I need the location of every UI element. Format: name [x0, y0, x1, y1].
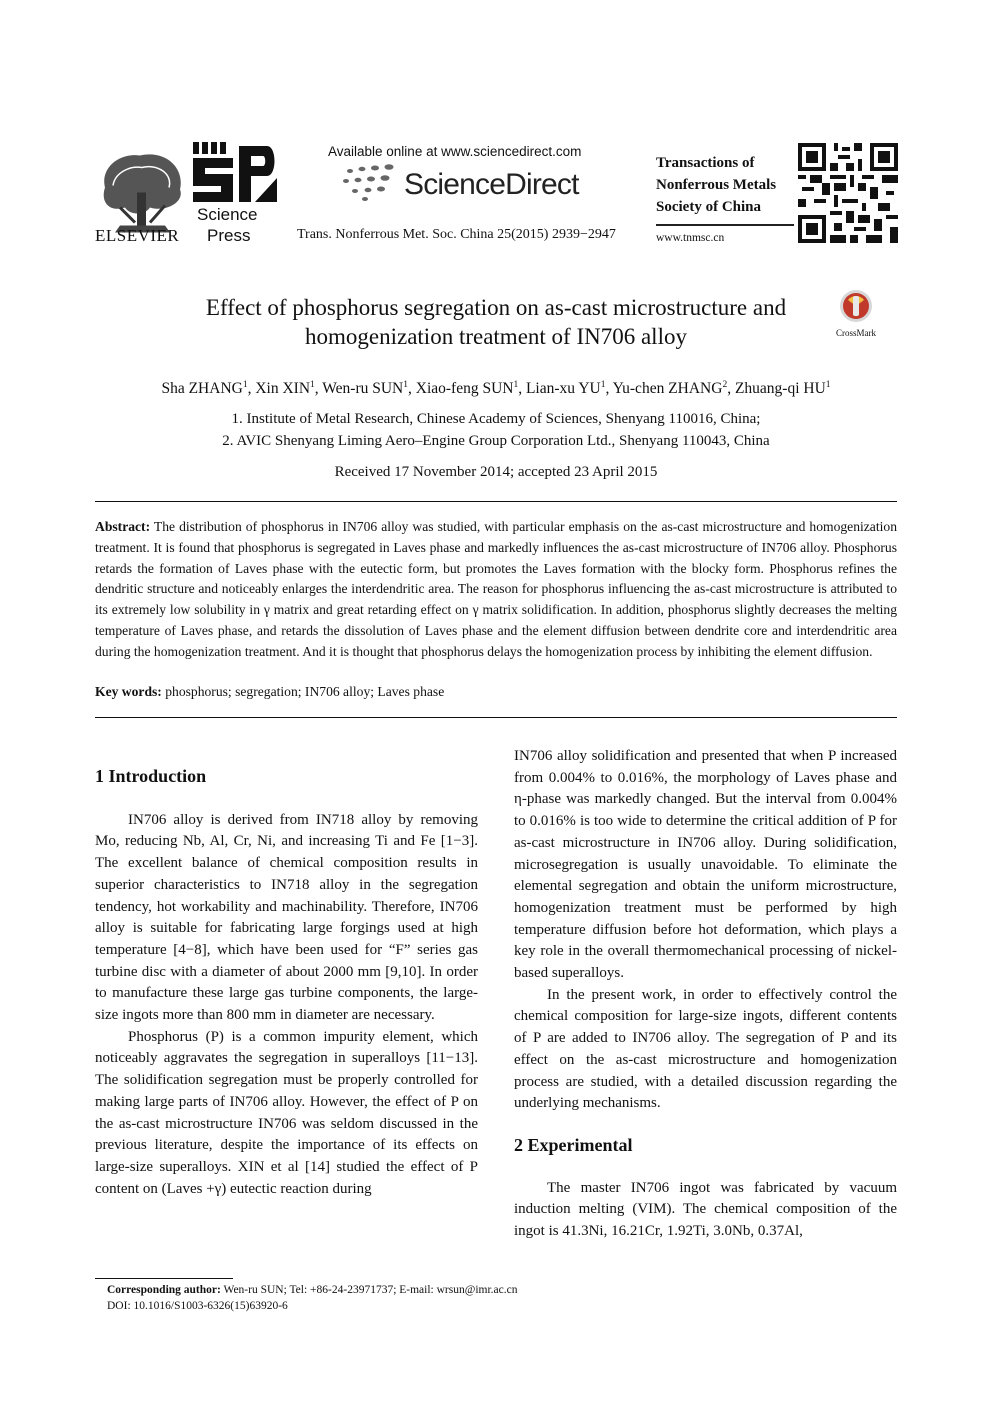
keywords-text: phosphorus; segregation; IN706 alloy; Laves phase: [165, 684, 445, 699]
title-line: Effect of phosphorus segregation on as-cast microstructure and: [205, 295, 787, 320]
author-affiliation-mark: 1: [825, 380, 831, 390]
journal-name-line: Nonferrous Metals: [656, 177, 777, 193]
left-column: [95, 766, 478, 1200]
author-name: Sha ZHANG: [161, 380, 243, 398]
journal-citation: Trans. Nonferrous Met. Soc. China 25(2015) 2939−2947: [297, 227, 616, 242]
affiliation-1: 1. Institute of Metal Research, Chinese Academy of Sciences, Shenyang 110016, China;: [231, 411, 761, 427]
affiliation-2: 2. AVIC Shenyang Liming Aero–Engine Group Corporation Ltd., Shenyang 110043, China: [222, 433, 770, 449]
crossmark-badge[interactable]: [834, 288, 878, 336]
article-title: [150, 293, 842, 351]
science-press-line1: Science: [197, 205, 258, 224]
sciencedirect-wordmark: ScienceDirect: [404, 168, 579, 201]
abstract: [95, 517, 897, 663]
footnote-rule: [95, 1278, 233, 1279]
author-name: Wen-ru SUN: [322, 380, 404, 398]
journal-url[interactable]: www.tnmsc.cn: [656, 232, 725, 244]
doi[interactable]: DOI: 10.1016/S1003-6326(15)63920-6: [107, 1300, 288, 1312]
body-paragraph: In the present work, in order to effectively control the chemical composition for large-size ingots, different contents of P are added to IN706 alloy. The segregation of P and its effect on the as-cast microstructure and homogenization process are studied, with a detailed discussion regarding the underlying mechanisms.: [514, 986, 897, 1112]
author-name: Xiao-feng SUN: [415, 380, 514, 398]
author-affiliation-mark: 1: [403, 380, 408, 390]
available-online-text[interactable]: Available online at www.sciencedirect.com: [328, 144, 582, 159]
section-heading-experimental: 2 Experimental: [514, 1134, 633, 1155]
corresponding-author: [107, 1284, 517, 1296]
abstract-label: Abstract:: [95, 519, 151, 534]
body-paragraph: IN706 alloy is derived from IN718 alloy by removing Mo, reducing Nb, Al, Cr, Ni, and increasing Ti and Fe [1−3]. The excellent balance of chemical composition results in superior characteristics to IN718 alloy in the segregation tendency, hot workability and machinability. Therefore, IN706 alloy is suitable for fabricating large forgings used at high temperature [4−8], which have been used for “F” series gas turbine disc with a diameter of about 2000 mm [9,10]. In order to manufacture these large gas turbine components, the large-size ingots more than 800 mm in diameter are necessary.: [95, 811, 478, 1024]
author-list: Sha ZHANG$^1$, Xin XIN$^1$, Wen-ru SUN$^1$, Xiao-feng SUN$^1$, Lian-xu $YU^1$, Yu-chen ZHANG$^2$, Zhuang-qi $HU^1$: [161, 380, 831, 398]
author-name: Xin XIN: [255, 380, 311, 398]
abstract-top-rule: [95, 501, 897, 502]
abstract-text: The distribution of phosphorus in IN706 alloy was studied, with particular emphasis on the as-cast microstructure and homogenization treatment. It is found that phosphorus is segregated in Laves phase and markedly influences the as-cast microstructure of IN706 alloy. Phosphorus retards the formation of Laves phase with the eutectic form, but promotes the Laves formation with the blocky form. Phosphorus refines the dendritic structure and noticeably enlarges the interdendritic area. The reason for phosphorus influencing the as-cast microstructure is attributed to its extremely low solubility in γ matrix and great retarding effect on γ matrix solidification. In addition, phosphorus slightly decreases the melting temperature of Laves phase, and retards the dissolution of Laves phase and the element diffusion between dendrite core and interdendritic area during the homogenization treatment. And it is thought that phosphorus delays the homogenization process by inhibiting the element diffusion.: [95, 519, 897, 659]
body-paragraph: Phosphorus (P) is a common impurity element, which noticeably aggravates the segregation in superalloys [11−13]. The solidification segregation must be properly controlled for making large parts of IN706 alloy. However, the effect of P on the as-cast microstructure IN706 was seldom discussed in the previous literature, despite the importance of its effects on large-size superalloys. XIN et al [14] studied the effect of P content on (Laves +γ) eutectic reaction during: [95, 1028, 478, 1197]
author-affiliation-mark: 1: [600, 380, 606, 390]
journal-divider: [656, 224, 794, 226]
title-line: homogenization treatment of IN706 alloy: [305, 324, 687, 349]
journal-name-line: Transactions of: [656, 155, 755, 171]
crossmark-icon: [834, 288, 878, 324]
sciencedirect-dots-icon: [342, 163, 400, 201]
received-dates: Received 17 November 2014; accepted 23 April 2015: [334, 464, 658, 480]
author-affiliation-mark: 1: [242, 380, 248, 390]
author-name: Zhuang-qi HU: [734, 380, 826, 398]
section-heading-introduction: 1 Introduction: [95, 766, 207, 786]
author-name: Yu-chen ZHANG: [612, 380, 723, 398]
journal-name-line: Society of China: [656, 199, 761, 215]
keywords-label: Key words:: [95, 684, 162, 699]
publisher-name: ELSEVIER: [95, 226, 180, 245]
qr-code-icon: [798, 143, 898, 243]
right-column: [514, 746, 897, 1243]
author-affiliation-mark: 1: [310, 380, 315, 390]
author-affiliation-mark: 2: [722, 380, 728, 390]
keywords: [95, 684, 897, 700]
corresponding-author-label: Corresponding author:: [107, 1284, 221, 1296]
body-paragraph: The master IN706 ingot was fabricated by vacuum induction melting (VIM). The chemical composition of the ingot is 41.3Ni, 16.21Cr, 1.92Ti, 3.0Nb, 0.37Al,: [514, 1179, 897, 1240]
science-press-line2: Press: [207, 226, 251, 245]
crossmark-label: CrossMark: [836, 328, 876, 338]
corresponding-author-text: Wen-ru SUN; Tel: +86-24-23971737; E-mail: wrsun@imr.ac.cn: [223, 1284, 518, 1296]
author-affiliation-mark: 1: [513, 380, 519, 390]
journal-name-block: [656, 152, 794, 218]
body-paragraph: IN706 alloy solidification and presented that when P increased from 0.004% to 0.016%, the morphology of Laves phase and η-phase was markedly changed. But the interval from 0.004% to 0.016% is too wide to determine the critical addition of P for as-cast microstructure in IN706 alloy. During solidification, microsegregation is usually unavoidable. To eliminate the elemental segregation and obtain the uniform microstructure, homogenization treatment must be performed by high temperature diffusion before hot deformation, which plays a key role in the overall thermomechanical processing of nickel-based superalloys.: [514, 748, 897, 982]
author-name: Lian-xu YU: [525, 380, 601, 398]
science-press-logo: [193, 142, 277, 204]
abstract-bottom-rule: [95, 717, 897, 718]
